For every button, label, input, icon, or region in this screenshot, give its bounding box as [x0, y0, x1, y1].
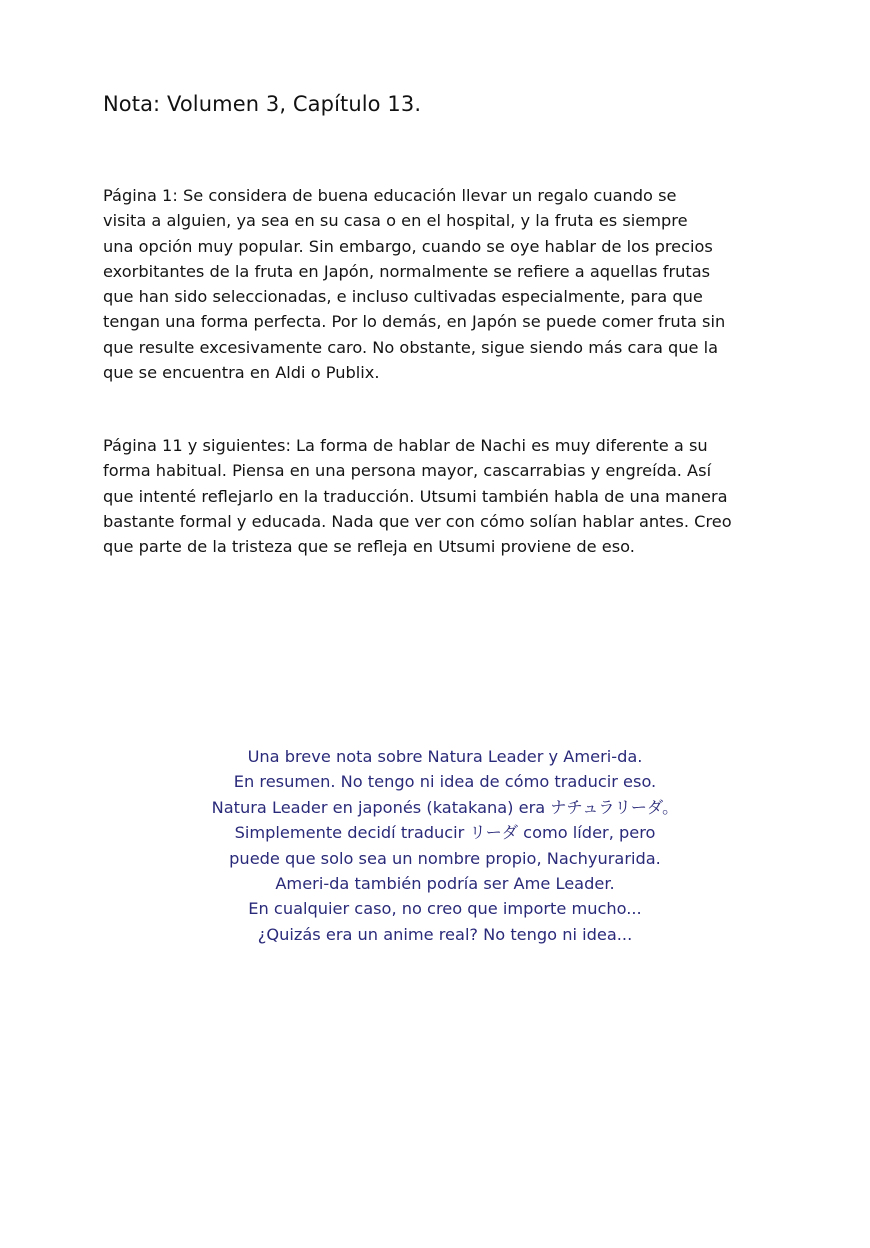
- translator-note: [150, 744, 740, 947]
- note-line: puede que solo sea un nombre propio, Nachyurarida.: [229, 848, 661, 868]
- paragraph-line: que se encuentra en Aldi o Publix.: [103, 363, 380, 383]
- paragraph-line: exorbitantes de la fruta en Japón, normalmente se refiere a aquellas frutas: [103, 261, 711, 281]
- note-line: En resumen. No tengo ni idea de cómo traducir eso.: [233, 772, 657, 792]
- paragraph-page-11: [103, 433, 803, 559]
- note-line: Natura Leader en japonés (katakana) era ナチュラリーダ。: [211, 797, 679, 817]
- paragraph-line: Página 1: Se considera de buena educación llevar un regalo cuando se: [103, 186, 677, 205]
- note-line: En cualquier caso, no creo que importe mucho...: [248, 899, 642, 919]
- paragraph-line: que parte de la tristeza que se refleja en Utsumi proviene de eso.: [103, 537, 635, 557]
- paragraph-line: una opción muy popular. Sin embargo, cuando se oye hablar de los precios: [103, 236, 713, 256]
- paragraph-line: bastante formal y educada. Nada que ver con cómo solían hablar antes. Creo: [103, 511, 732, 531]
- paragraph-page-1: [103, 183, 803, 385]
- paragraph-line: que intenté reflejarlo en la traducción. Utsumi también habla de una manera: [103, 486, 728, 506]
- page-title: Nota: Volumen 3, Capítulo 13.: [103, 92, 422, 116]
- note-line: ¿Quizás era un anime real? No tengo ni idea...: [257, 924, 633, 944]
- paragraph-line: visita a alguien, ya sea en su casa o en el hospital, y la fruta es siempre: [103, 211, 688, 231]
- paragraph-line: tengan una forma perfecta. Por lo demás, en Japón se puede comer fruta sin: [103, 312, 726, 332]
- note-line: Una breve nota sobre Natura Leader y Ameri-da.: [247, 747, 643, 766]
- paragraph-line: que resulte excesivamente caro. No obstante, sigue siendo más cara que la: [103, 337, 719, 357]
- paragraph-line: que han sido seleccionadas, e incluso cultivadas especialmente, para que: [103, 287, 703, 307]
- paragraph-line: forma habitual. Piensa en una persona mayor, cascarrabias y engreída. Así: [103, 461, 712, 481]
- paragraph-line: Página 11 y siguientes: La forma de hablar de Nachi es muy diferente a su: [103, 436, 708, 455]
- note-line: Simplemente decidí traducir リーダ como líder, pero: [234, 823, 656, 843]
- note-line: Ameri-da también podría ser Ame Leader.: [275, 874, 615, 894]
